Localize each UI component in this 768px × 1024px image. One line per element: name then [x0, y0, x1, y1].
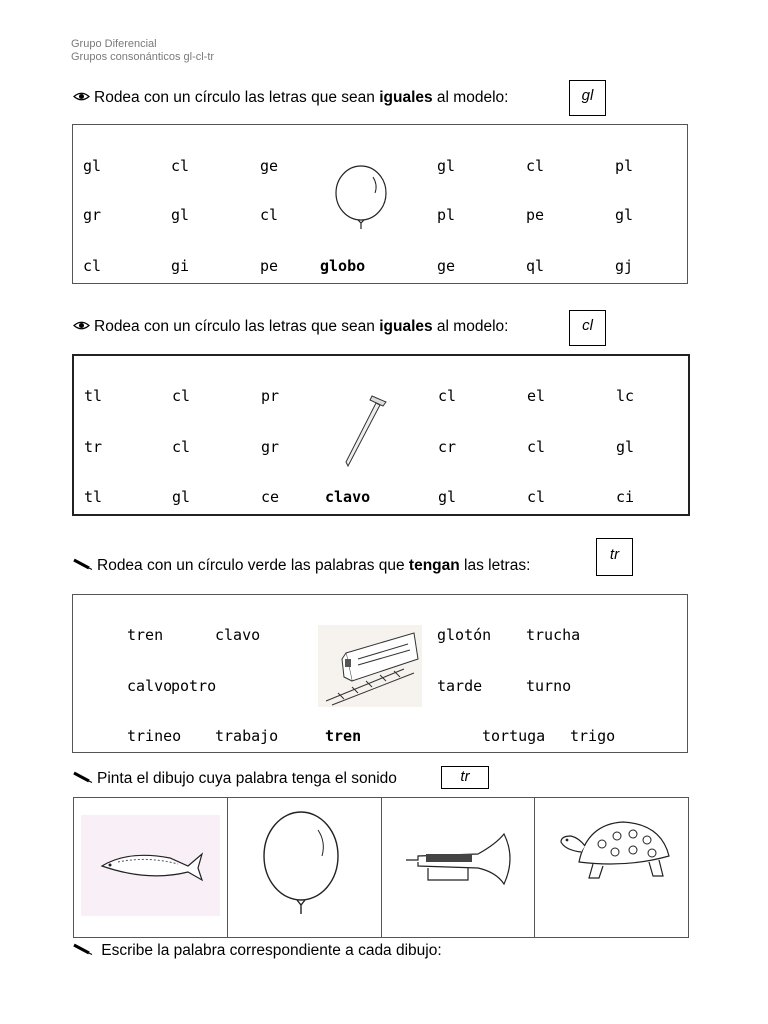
letter-cell[interactable]: lc	[616, 387, 635, 405]
letter-cell[interactable]: cl	[83, 257, 102, 275]
header-topic: Grupos consonánticos gl-cl-tr	[71, 51, 215, 63]
letter-cell[interactable]: gl	[616, 438, 635, 456]
balloon-icon	[331, 165, 391, 245]
instruction-3: Rodea con un círculo verde las palabras que tengan las letras:	[73, 557, 530, 575]
letter-cell[interactable]: pe	[260, 257, 279, 275]
letter-cell[interactable]: cl	[527, 488, 546, 506]
letter-cell[interactable]: gr	[261, 438, 280, 456]
instruction-4: Pinta el dibujo cuya palabra tenga el sonido	[73, 770, 397, 788]
letter-cell[interactable]: ge	[260, 157, 279, 175]
balloon-icon	[260, 808, 342, 928]
letter-cell[interactable]: gr	[83, 206, 102, 224]
word-cell[interactable]: trabajo	[215, 727, 279, 745]
letter-cell[interactable]: cl	[438, 387, 457, 405]
letter-cell[interactable]: pe	[526, 206, 545, 224]
letter-cell[interactable]: tl	[84, 387, 103, 405]
word-cell[interactable]: calvo	[127, 677, 173, 695]
letters-box-1	[72, 124, 688, 284]
nail-icon	[336, 392, 392, 472]
letter-cell[interactable]: gl	[172, 488, 191, 506]
model-box-3: tr	[596, 538, 633, 576]
model-box-1: gl	[569, 80, 606, 116]
letter-cell[interactable]: cl	[260, 206, 279, 224]
picture-cell-turtle[interactable]	[535, 798, 688, 937]
word-cell[interactable]: tren	[127, 626, 164, 644]
letter-cell[interactable]: ci	[616, 488, 635, 506]
letter-cell[interactable]: cl	[171, 157, 190, 175]
pencil-icon	[73, 942, 93, 960]
letter-cell[interactable]: gl	[438, 488, 457, 506]
letter-cell[interactable]: cl	[172, 438, 191, 456]
words-box	[72, 594, 688, 753]
letter-cell[interactable]: gl	[83, 157, 102, 175]
letter-cell[interactable]: cl	[526, 157, 545, 175]
letter-cell[interactable]: gi	[171, 257, 190, 275]
letters-box-2	[72, 354, 690, 516]
trumpet-icon	[404, 832, 520, 892]
letter-cell[interactable]: pl	[437, 206, 456, 224]
letter-cell[interactable]: pl	[615, 157, 634, 175]
letter-cell[interactable]: cl	[527, 438, 546, 456]
turtle-icon	[557, 816, 673, 888]
model-box-4: tr	[441, 766, 489, 789]
letter-cell[interactable]: gl	[437, 157, 456, 175]
fish-icon	[98, 846, 204, 886]
letter-cell[interactable]: ql	[526, 257, 545, 275]
letter-cell[interactable]: gj	[615, 257, 634, 275]
word-cell[interactable]: trineo	[127, 727, 182, 745]
instruction-1: Rodea con un círculo las letras que sean iguales al modelo:	[73, 89, 508, 107]
letter-cell[interactable]: ge	[437, 257, 456, 275]
letter-cell[interactable]: gl	[615, 206, 634, 224]
pencil-icon	[73, 557, 93, 575]
word-cell[interactable]: tortuga	[482, 727, 546, 745]
eye-icon	[73, 89, 90, 107]
picture-cell-trumpet[interactable]	[382, 798, 536, 937]
word-cell[interactable]: trigo	[570, 727, 616, 745]
picture-cell-fish[interactable]	[74, 798, 228, 937]
header-subject: Grupo Diferencial	[71, 38, 157, 50]
letter-cell[interactable]: tr	[84, 438, 103, 456]
instruction-5: Escribe la palabra correspondiente a cada dibujo:	[73, 942, 442, 960]
letter-cell[interactable]: el	[527, 387, 546, 405]
pencil-icon	[73, 770, 93, 788]
instruction-2: Rodea con un círculo las letras que sean iguales al modelo:	[73, 318, 508, 336]
word-cell[interactable]: potro	[171, 677, 217, 695]
word-cell[interactable]: turno	[526, 677, 572, 695]
word-cell[interactable]: tarde	[437, 677, 483, 695]
word-cell[interactable]: trucha	[526, 626, 581, 644]
letter-cell[interactable]: pr	[261, 387, 280, 405]
letter-cell[interactable]: ce	[261, 488, 280, 506]
letter-cell[interactable]: gl	[171, 206, 190, 224]
letter-cell[interactable]: cr	[438, 438, 457, 456]
picture-word: tren	[325, 727, 362, 745]
word-cell[interactable]: glotón	[437, 626, 492, 644]
train-icon	[318, 625, 422, 707]
picture-word: globo	[320, 257, 366, 275]
letter-cell[interactable]: tl	[84, 488, 103, 506]
pictures-grid	[73, 797, 689, 938]
picture-cell-balloon[interactable]	[228, 798, 382, 937]
model-box-2: cl	[569, 310, 606, 346]
word-cell[interactable]: clavo	[215, 626, 261, 644]
eye-icon	[73, 318, 90, 336]
letter-cell[interactable]: cl	[172, 387, 191, 405]
picture-word: clavo	[325, 488, 371, 506]
